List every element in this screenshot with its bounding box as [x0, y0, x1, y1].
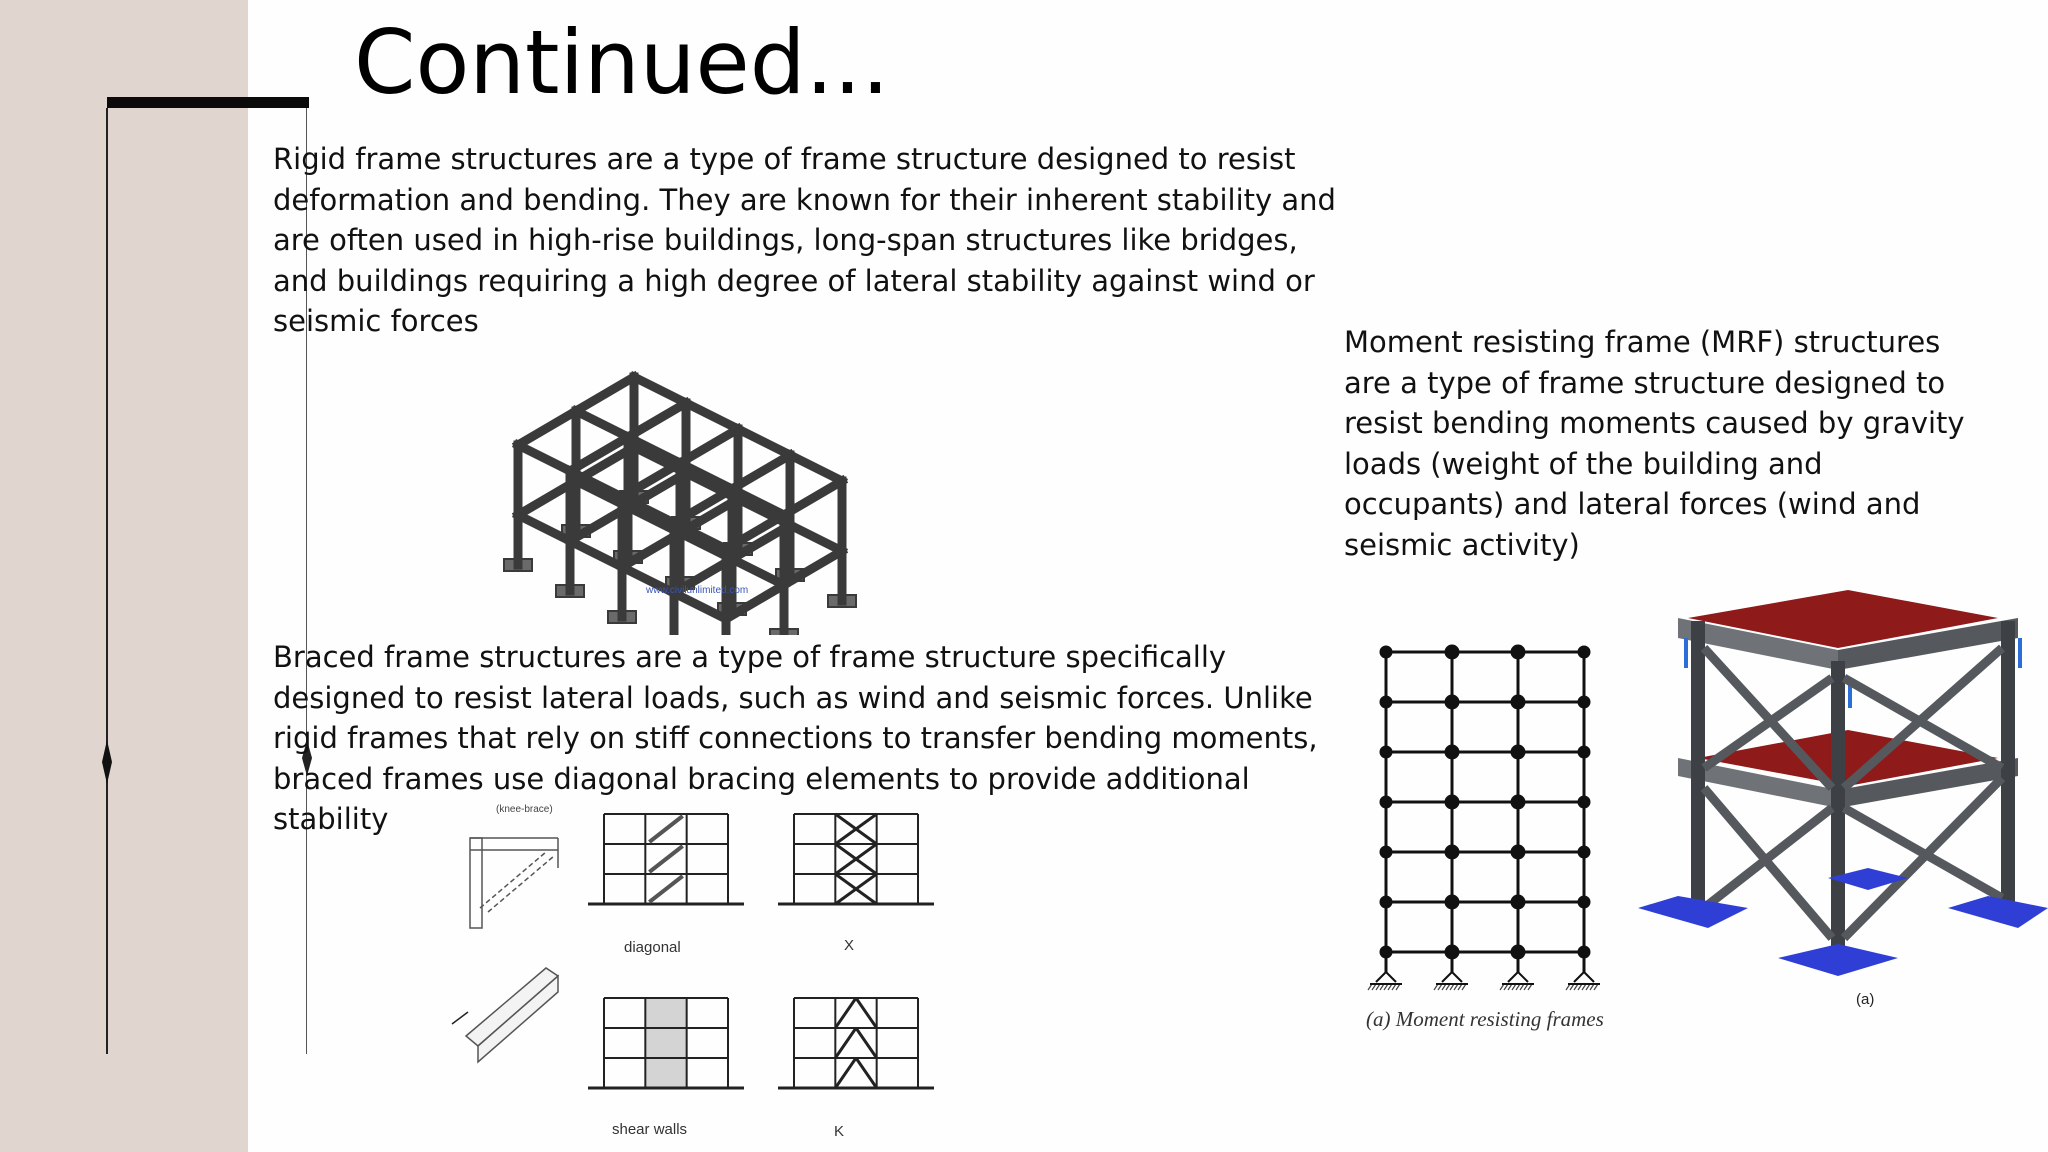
wall-element-figure: [452, 968, 558, 1062]
title-rule: [107, 97, 309, 108]
decorative-vertical-line: [106, 108, 108, 1054]
moment-frame-diagram: [1360, 640, 1630, 1040]
braced-frame-paragraph: Braced frame structures are a type of frame structure specifically designed to resist lateral loads, such as wind and seismic forces. Unlike rigid frames that rely on stiff connections to transfer bending moments, braced frames use diagonal bracing elements to provide additional stability: [273, 640, 1318, 836]
upper-slab: [1678, 590, 2018, 670]
moment-frame-caption: (a) Moment resisting frames: [1366, 1007, 1604, 1031]
sidebar-panel: [0, 0, 248, 1152]
knee-brace-figure: [470, 838, 558, 928]
rigid-frame-illustration: [478, 295, 938, 635]
x-brace-label: X: [844, 937, 855, 954]
rigid-frame-paragraph: Rigid frame structures are a type of frame structure designed to resist deformation and bending. They are known for their inherent stability and are often used in high-rise buildings, long-span structures like bridges, and buildings requiring a high degree of lateral stability against wind or seismic forces: [273, 142, 1336, 338]
moment-frame-paragraph: Moment resisting frame (MRF) structures are a type of frame structure designed to resist bending moments caused by gravity loads (weight of the building and occupants) and lateral forces (wind and seismic activity): [1344, 325, 1965, 562]
shear-walls-label: shear walls: [612, 1121, 688, 1138]
slide-title: Continued...: [354, 11, 890, 114]
diagonal-label: diagonal: [624, 939, 681, 956]
knee-brace-label: (knee-brace): [496, 804, 553, 815]
lower-slab: [1678, 730, 2018, 808]
braced-frame-types-illustration: [436, 796, 956, 1152]
rigid-frame-watermark: www.civilunlimited.com: [646, 585, 749, 596]
k-brace-label: K: [834, 1123, 845, 1140]
moment-frame-3d-illustration: [1638, 578, 2048, 1018]
figure-a-caption: (a): [1856, 991, 1875, 1008]
